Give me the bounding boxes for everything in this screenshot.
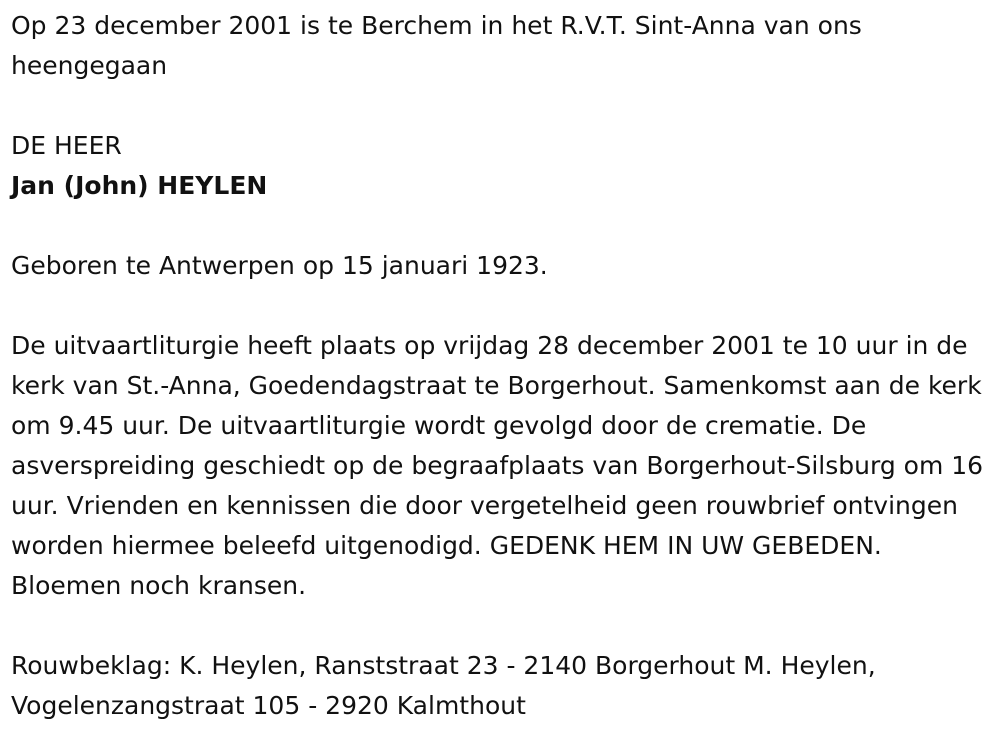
intro-text: Op 23 december 2001 is te Berchem in het R.V.T. Sint-Anna van ons heengegaan [11,11,862,80]
spacer [11,86,990,126]
honorific-title: DE HEER [11,131,122,160]
birth-info: Geboren te Antwerpen op 15 januari 1923. [11,251,548,280]
mourning-address: Rouwbeklag: K. Heylen, Ranststraat 23 - 2140 Borgerhout M. Heylen, Vogelenzangstraat 105 - 2920 Kalmthout [11,651,876,720]
spacer [11,286,990,326]
spacer [11,206,990,246]
spacer [11,606,990,646]
ceremony-info: De uitvaartliturgie heeft plaats op vrijdag 28 december 2001 te 10 uur in de kerk van St.-Anna, Goedendagstraat te Borgerhout. Samenkomst aan de kerk om 9.45 uur. De uitvaartliturgie wordt gevolgd door de crematie. De asverspreiding geschiedt op de begraafplaats van Borgerhout-Silsburg om 16 uur. Vrienden en kennissen die door vergetelheid geen rouwbrief ontvingen worden hiermee beleefd uitgenodigd. GEDENK HEM IN UW GEBEDEN. Bloemen noch kransen. [11,331,984,600]
deceased-name: Jan (John) HEYLEN [11,171,268,200]
